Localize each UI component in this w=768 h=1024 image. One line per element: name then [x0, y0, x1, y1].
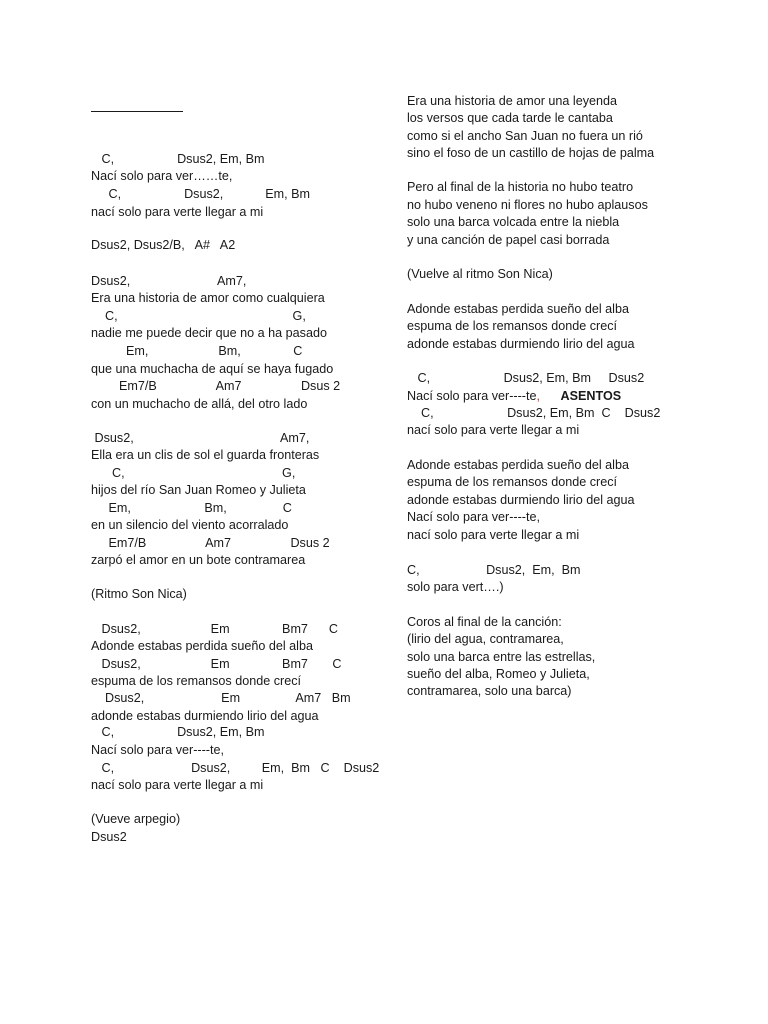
annotation-comma: ,: [536, 389, 540, 403]
lyric-line: nací solo para verte llegar a mi: [407, 528, 580, 542]
lyric-line: que una muchacha de aquí se haya fugado: [91, 362, 334, 376]
chord-line: C, Dsus2, Em, Bm: [407, 563, 581, 577]
lyric-line: Adonde estabas perdida sueño del alba: [407, 302, 629, 316]
lyric-line: espuma de los remansos donde crecí: [91, 674, 302, 688]
chord-line: Em7/B Am7 Dsus 2: [91, 536, 330, 550]
lyric-line: Nací solo para ver……te,: [91, 169, 233, 183]
lyric-line-annotated: [407, 388, 621, 406]
lyric-line: solo una barca entre las estrellas,: [407, 650, 596, 664]
lyric-line: solo para vert….): [407, 580, 504, 594]
lyric-line: espuma de los remansos donde crecí: [407, 319, 618, 333]
lyric-line: nací solo para verte llegar a mi: [407, 423, 580, 437]
chord-line: Dsus2, Am7,: [91, 431, 310, 445]
lyric-line: no hubo veneno ni flores no hubo aplausos: [407, 198, 648, 212]
chord-line: C, G,: [91, 466, 296, 480]
section-note: (Ritmo Son Nica): [91, 587, 187, 601]
lyric-line: nadie me puede decir que no a ha pasado: [91, 326, 327, 340]
lyric-line: sino el foso de un castillo de hojas de palma: [407, 146, 655, 160]
section-note: Coros al final de la canción:: [407, 615, 562, 629]
section-note: (Vueve arpegio): [91, 812, 181, 826]
lyric-line: adonde estabas durmiendo lirio del agua: [407, 337, 635, 351]
lyric-line: (lirio del agua, contramarea,: [407, 632, 564, 646]
lyric-line: Adonde estabas perdida sueño del alba: [407, 458, 629, 472]
lyric-line: con un muchacho de allá, del otro lado: [91, 397, 308, 411]
lyric-line: Era una historia de amor como cualquiera: [91, 291, 325, 305]
lyric-line: solo una barca volcada entre la niebla: [407, 215, 620, 229]
chord-line: C, Dsus2, Em, Bm: [91, 152, 265, 166]
lyric-line: Nací solo para ver----te,: [407, 510, 540, 524]
lyric-line: en un silencio del viento acorralado: [91, 518, 289, 532]
chord-line: C, Dsus2, Em, Bm C Dsus2: [91, 761, 380, 775]
chord-line: Em, Bm, C: [91, 501, 292, 515]
lyric-line: Pero al final de la historia no hubo teatro: [407, 180, 634, 194]
chord-line: Dsus2, Am7,: [91, 274, 247, 288]
chord-line: Em7/B Am7 Dsus 2: [91, 379, 341, 393]
chord-line: Dsus2, Em Bm7 C: [91, 622, 339, 636]
lyric-line: espuma de los remansos donde crecí: [407, 475, 618, 489]
lyric-line: zarpó el amor en un bote contramarea: [91, 553, 306, 567]
lyric-line: Adonde estabas perdida sueño del alba: [91, 639, 313, 653]
lyric-line: Era una historia de amor una leyenda: [407, 94, 618, 108]
chord-line: Dsus2: [91, 830, 127, 844]
lyric-line: contramarea, solo una barca): [407, 684, 572, 698]
annotation-label: ASENTOS: [539, 389, 622, 403]
lyric-line: adonde estabas durmiendo lirio del agua: [91, 709, 319, 723]
chord-line: C, Dsus2, Em, Bm C Dsus2: [407, 406, 661, 420]
chord-line: C, Dsus2, Em, Bm: [91, 187, 311, 201]
lyric-text: Nací solo para ver----te: [407, 389, 537, 403]
lyric-line: adonde estabas durmiendo lirio del agua: [407, 493, 635, 507]
title-underline: [91, 111, 183, 112]
lyric-line: Nací solo para ver----te,: [91, 743, 224, 757]
chord-line: Em, Bm, C: [91, 344, 303, 358]
lyric-line: como si el ancho San Juan no fuera un rió: [407, 129, 643, 143]
lyric-line: los versos que cada tarde le cantaba: [407, 111, 613, 125]
lyric-line: y una canción de papel casi borrada: [407, 233, 610, 247]
chord-line: Dsus2, Dsus2/B, A# A2: [91, 238, 236, 252]
chord-line: C, Dsus2, Em, Bm Dsus2: [407, 371, 645, 385]
chord-line: Dsus2, Em Bm7 C: [91, 657, 342, 671]
section-note: (Vuelve al ritmo Son Nica): [407, 267, 553, 281]
lyric-line: hijos del río San Juan Romeo y Julieta: [91, 483, 306, 497]
lyric-line: sueño del alba, Romeo y Julieta,: [407, 667, 590, 681]
lyric-line: Ella era un clis de sol el guarda fronteras: [91, 448, 320, 462]
chord-line: C, Dsus2, Em, Bm: [91, 725, 265, 739]
chord-line: Dsus2, Em Am7 Bm: [91, 691, 351, 705]
lyric-line: nací solo para verte llegar a mi: [91, 205, 264, 219]
lyric-line: nací solo para verte llegar a mi: [91, 778, 264, 792]
chord-line: C, G,: [91, 309, 306, 323]
